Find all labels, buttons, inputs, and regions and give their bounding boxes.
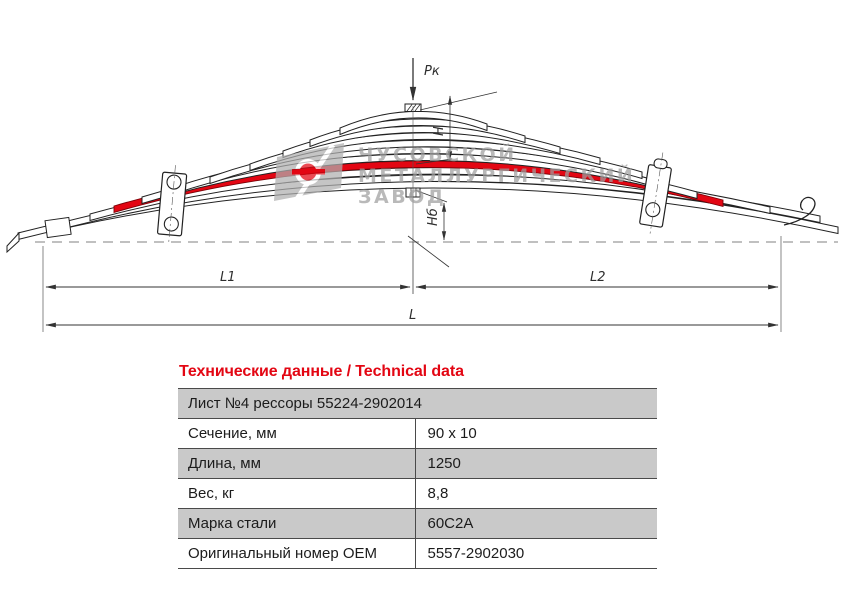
spring-part-number: Лист №4 рессоры 55224-2902014: [188, 395, 422, 412]
row-value: 8,8: [415, 479, 657, 509]
row-label: Вес, кг: [188, 485, 235, 502]
dim-label-l: L: [409, 308, 417, 323]
table-row: [178, 479, 657, 509]
watermark-line-1: ЧУСОВСКОЙ: [358, 144, 517, 166]
left-end-clamp: [45, 217, 71, 237]
left-clamp: [157, 164, 188, 244]
table-row-header: [178, 389, 657, 419]
table-title: Технические данные / Technical data: [179, 363, 464, 380]
row-value: 1250: [415, 449, 657, 479]
dim-label-l2: L2: [590, 270, 606, 285]
row-value: 90 x 10: [415, 419, 657, 449]
left-clamp-bolt-bottom: [164, 216, 179, 231]
row-value: 5557-2902030: [415, 539, 657, 569]
right-clamp-top-bump: [653, 158, 667, 169]
spec-table: [178, 388, 657, 569]
table-row: [178, 539, 657, 569]
dim-label-l1: L1: [220, 270, 236, 285]
watermark-line-3: ЗАВОД: [358, 186, 447, 208]
table-row: [178, 449, 657, 479]
watermark-line-2: МЕТАЛЛУРГИЧЕСКИЙ: [358, 165, 636, 187]
dim-label-hb: Нб: [426, 208, 441, 226]
dim-label-h: H: [432, 126, 447, 136]
row-value: 60С2А: [415, 509, 657, 539]
leaf-1-left-tip: [7, 233, 19, 252]
table-row: [178, 419, 657, 449]
technical-data-section: [178, 363, 657, 569]
table-row: [178, 509, 657, 539]
row-label: Оригинальный номер ОЕМ: [188, 545, 378, 562]
row-label: Длина, мм: [188, 455, 261, 472]
force-label: Pк: [424, 64, 440, 79]
row-label: Сечение, мм: [188, 425, 277, 442]
row-label: Марка стали: [188, 515, 277, 532]
